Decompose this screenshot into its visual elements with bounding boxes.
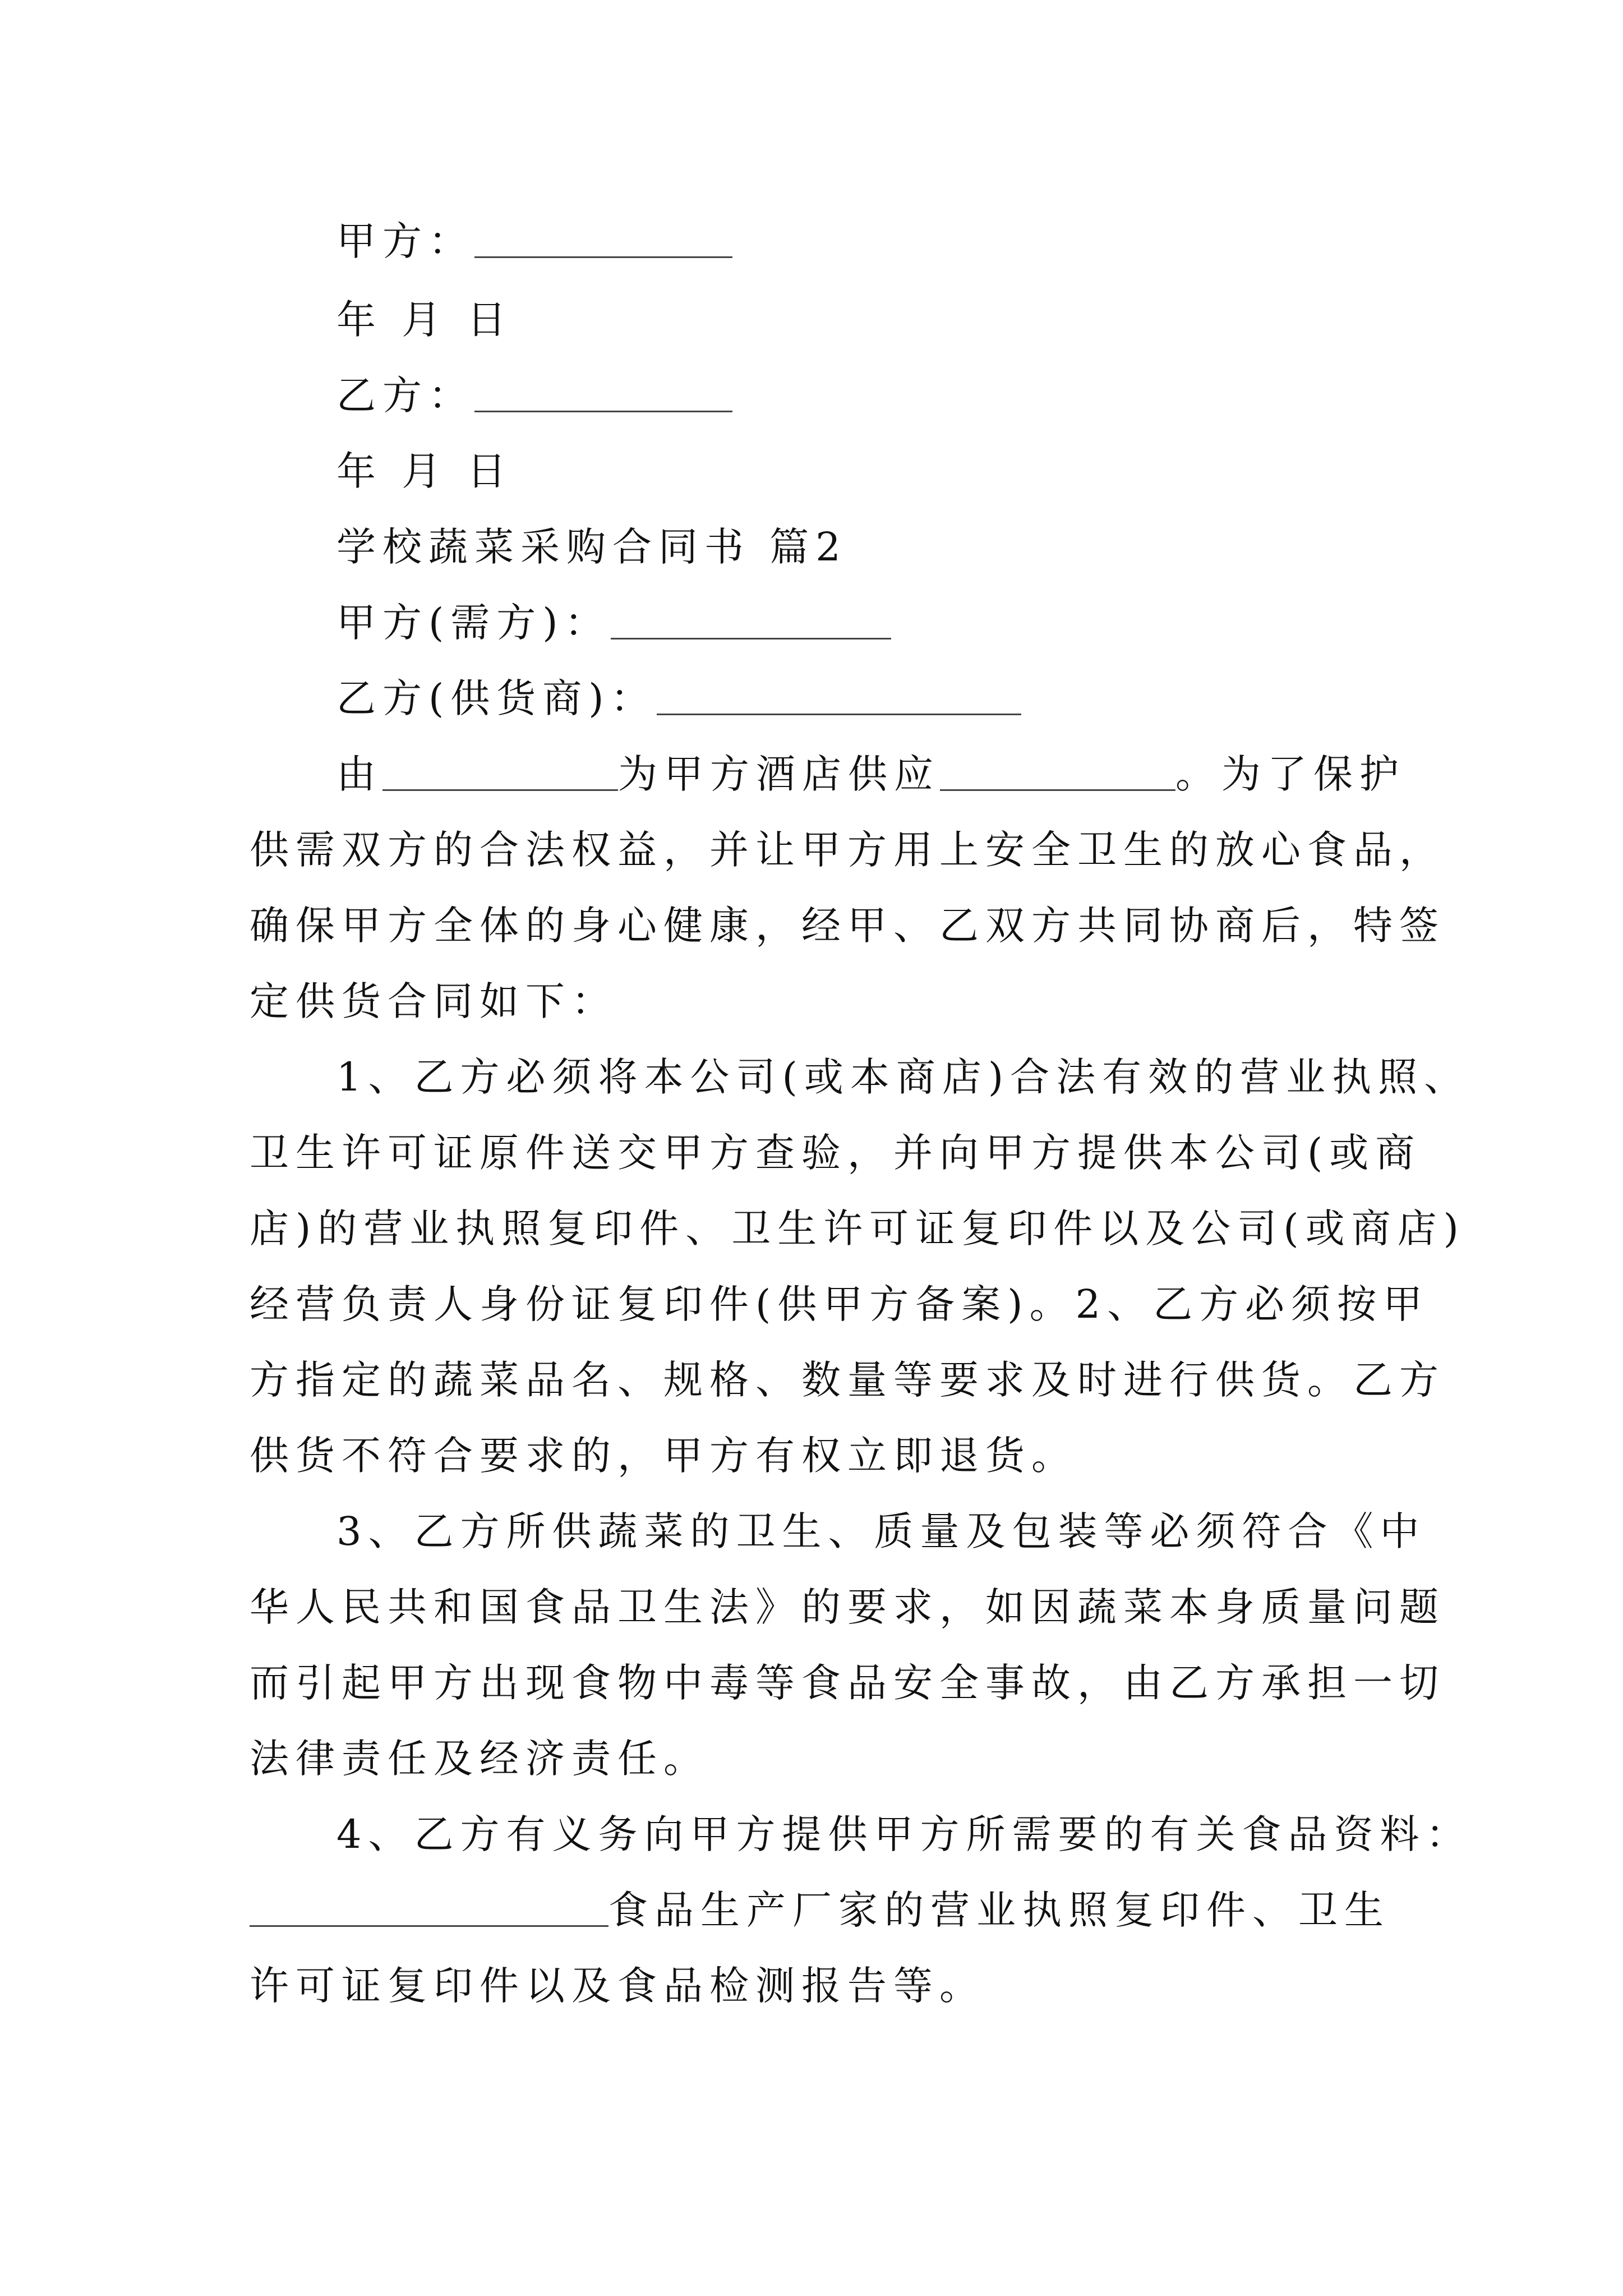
contract-party-b-blank	[657, 679, 1021, 715]
party-b-label: 乙方：	[336, 372, 474, 418]
clause-3-line-4: 法律责任及经济责任。	[250, 1736, 709, 1782]
party-b-blank	[474, 376, 732, 412]
clause-2-line-5: 方指定的蔬菜品名、规格、数量等要求及时进行供货。乙方	[250, 1357, 1445, 1403]
party-a-label: 甲方：	[336, 218, 474, 264]
clause-3-line-2: 华人民共和国食品卫生法》的要求，如因蔬菜本身质量问题	[250, 1584, 1445, 1630]
clause-1-line-2: 卫生许可证原件送交甲方查验，并向甲方提供本公司(或商	[250, 1130, 1422, 1176]
intro-mid: 为甲方酒店供应	[618, 751, 940, 797]
intro-blank-1	[382, 754, 618, 791]
clause-4-blank	[250, 1890, 608, 1927]
clause-1-line-4: 经营负责人身份证复印件(供甲方备案)。2、乙方必须按甲	[250, 1281, 1430, 1327]
intro-line-2: 供需双方的合法权益，并让甲方用上安全卫生的放心食品，	[250, 827, 1445, 873]
signature-date-2: 年 月 日	[336, 448, 513, 494]
intro-start: 由	[336, 751, 382, 797]
contract-party-a-blank	[611, 603, 891, 639]
clause-1-line-3: 店)的营业执照复印件、卫生许可证复印件以及公司(或商店)	[250, 1205, 1465, 1251]
intro-end: 。为了保护	[1175, 751, 1405, 797]
signature-party-a	[336, 199, 732, 283]
clause-4-line-2	[250, 1868, 1390, 1952]
contract-party-a	[336, 581, 891, 665]
contract-party-b	[336, 656, 1021, 740]
contract-party-a-label: 甲方(需方)：	[336, 600, 611, 646]
contract-party-b-label: 乙方(供货商)：	[336, 675, 657, 721]
clause-4-line-1: 4、乙方有义务向甲方提供甲方所需要的有关食品资料：	[336, 1811, 1472, 1857]
signature-party-b	[336, 353, 732, 438]
clause-2-line-6: 供货不符合要求的，甲方有权立即退货。	[250, 1433, 1077, 1479]
clause-4-line-3: 许可证复印件以及食品检测报告等。	[250, 1963, 985, 2009]
clause-3-line-3: 而引起甲方出现食物中毒等食品安全事故，由乙方承担一切	[250, 1660, 1445, 1706]
intro-line-3: 确保甲方全体的身心健康，经甲、乙双方共同协商后，特签	[250, 903, 1445, 949]
clause-4-line-2-text: 食品生产厂家的营业执照复印件、卫生	[608, 1887, 1390, 1933]
intro-blank-2	[940, 754, 1175, 791]
intro-line-4: 定供货合同如下：	[250, 978, 617, 1024]
clause-3-line-1: 3、乙方所供蔬菜的卫生、质量及包装等必须符合《中	[336, 1508, 1426, 1554]
intro-line-1	[336, 732, 1405, 816]
contract-title: 学校蔬菜采购合同书 篇2	[336, 524, 847, 570]
party-a-blank	[474, 222, 732, 258]
clause-1-line-1: 1、乙方必须将本公司(或本商店)合法有效的营业执照、	[336, 1054, 1470, 1100]
signature-date-1: 年 月 日	[336, 297, 513, 343]
